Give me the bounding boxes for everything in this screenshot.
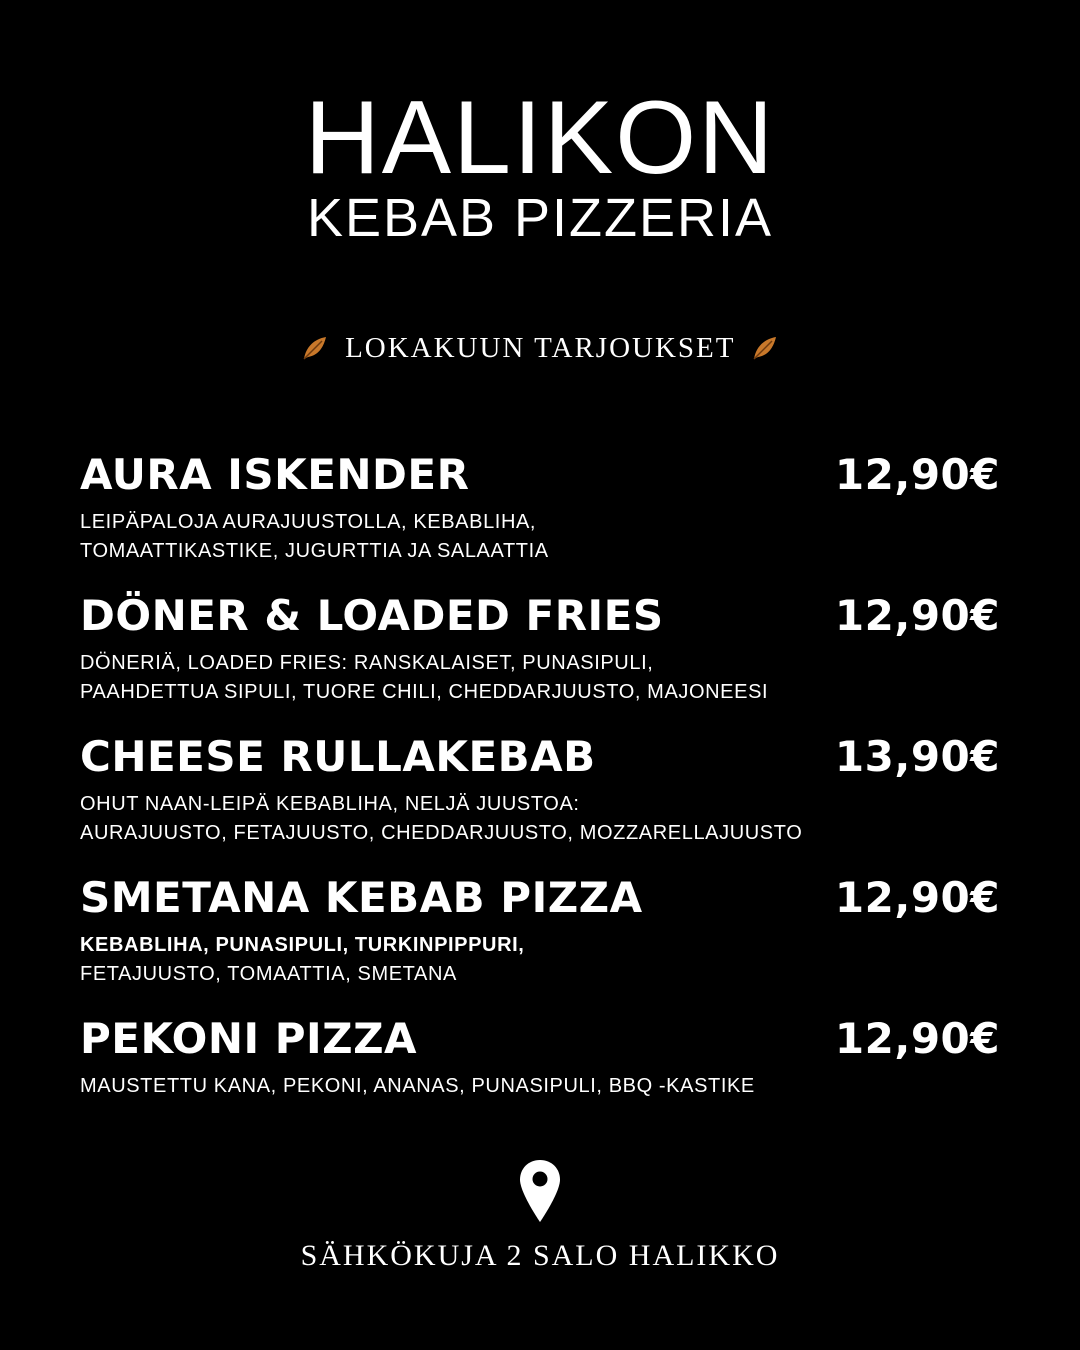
menu-item: [80, 871, 1000, 1012]
autumn-leaf-icon: [750, 333, 780, 363]
menu-item-price: 12,90€: [834, 1014, 1000, 1063]
menu-item-price: 13,90€: [834, 732, 1000, 781]
menu-item: [80, 1012, 1000, 1153]
menu-item: [80, 589, 1000, 730]
menu-item: [80, 448, 1000, 589]
brand-header: [0, 80, 1080, 248]
description-line: KEBABLIHA, PUNASIPULI, TURKINPIPPURI,: [80, 934, 525, 956]
description-line: PAAHDETTUA SIPULI, TUORE CHILI, CHEDDARJUUSTO, MAJONEESI: [80, 681, 769, 703]
menu-item-description: [80, 790, 1000, 848]
description-line: LEIPÄPALOJA AURAJUUSTOLLA, KEBABLIHA,: [80, 511, 537, 533]
location-pin-icon: [518, 1158, 562, 1224]
brand-title: HALIKON: [304, 80, 776, 196]
address: SÄHKÖKUJA 2 SALO HALIKKO: [300, 1239, 780, 1272]
menu-item-description: [80, 931, 1000, 989]
description-line: OHUT NAAN-LEIPÄ KEBABLIHA, NELJÄ JUUSTOA:: [80, 793, 580, 815]
description-line: DÖNERIÄ, LOADED FRIES: RANSKALAISET, PUNASIPULI,: [80, 652, 654, 674]
menu-item-name: DÖNER & LOADED FRIES: [80, 591, 664, 640]
offer-menu: [80, 448, 1000, 1153]
menu-item-description: [80, 508, 1000, 566]
menu-item-name: SMETANA KEBAB PIZZA: [80, 873, 643, 922]
description-line: AURAJUUSTO, FETAJUUSTO, CHEDDARJUUSTO, MOZZARELLAJUUSTO: [80, 822, 803, 844]
menu-item-name: AURA ISKENDER: [80, 450, 470, 499]
brand-subtitle: KEBAB PIZZERIA: [306, 188, 774, 248]
menu-item-description: [80, 1072, 1000, 1101]
menu-item-name: CHEESE RULLAKEBAB: [80, 732, 596, 781]
offers-heading: [0, 330, 1080, 366]
menu-item: [80, 730, 1000, 871]
menu-item-price: 12,90€: [834, 450, 1000, 499]
location-block: [0, 1158, 1080, 1274]
offers-heading-label: LOKAKUUN TARJOUKSET: [345, 332, 735, 364]
autumn-leaf-icon: [300, 333, 330, 363]
menu-item-price: 12,90€: [834, 591, 1000, 640]
menu-item-description: [80, 649, 1000, 707]
description-line: TOMAATTIKASTIKE, JUGURTTIA JA SALAATTIA: [80, 540, 549, 562]
description-line: MAUSTETTU KANA, PEKONI, ANANAS, PUNASIPULI, BBQ -KASTIKE: [80, 1075, 755, 1097]
description-line: FETAJUUSTO, TOMAATTIA, SMETANA: [80, 963, 457, 985]
menu-item-price: 12,90€: [834, 873, 1000, 922]
menu-item-name: PEKONI PIZZA: [80, 1014, 418, 1063]
